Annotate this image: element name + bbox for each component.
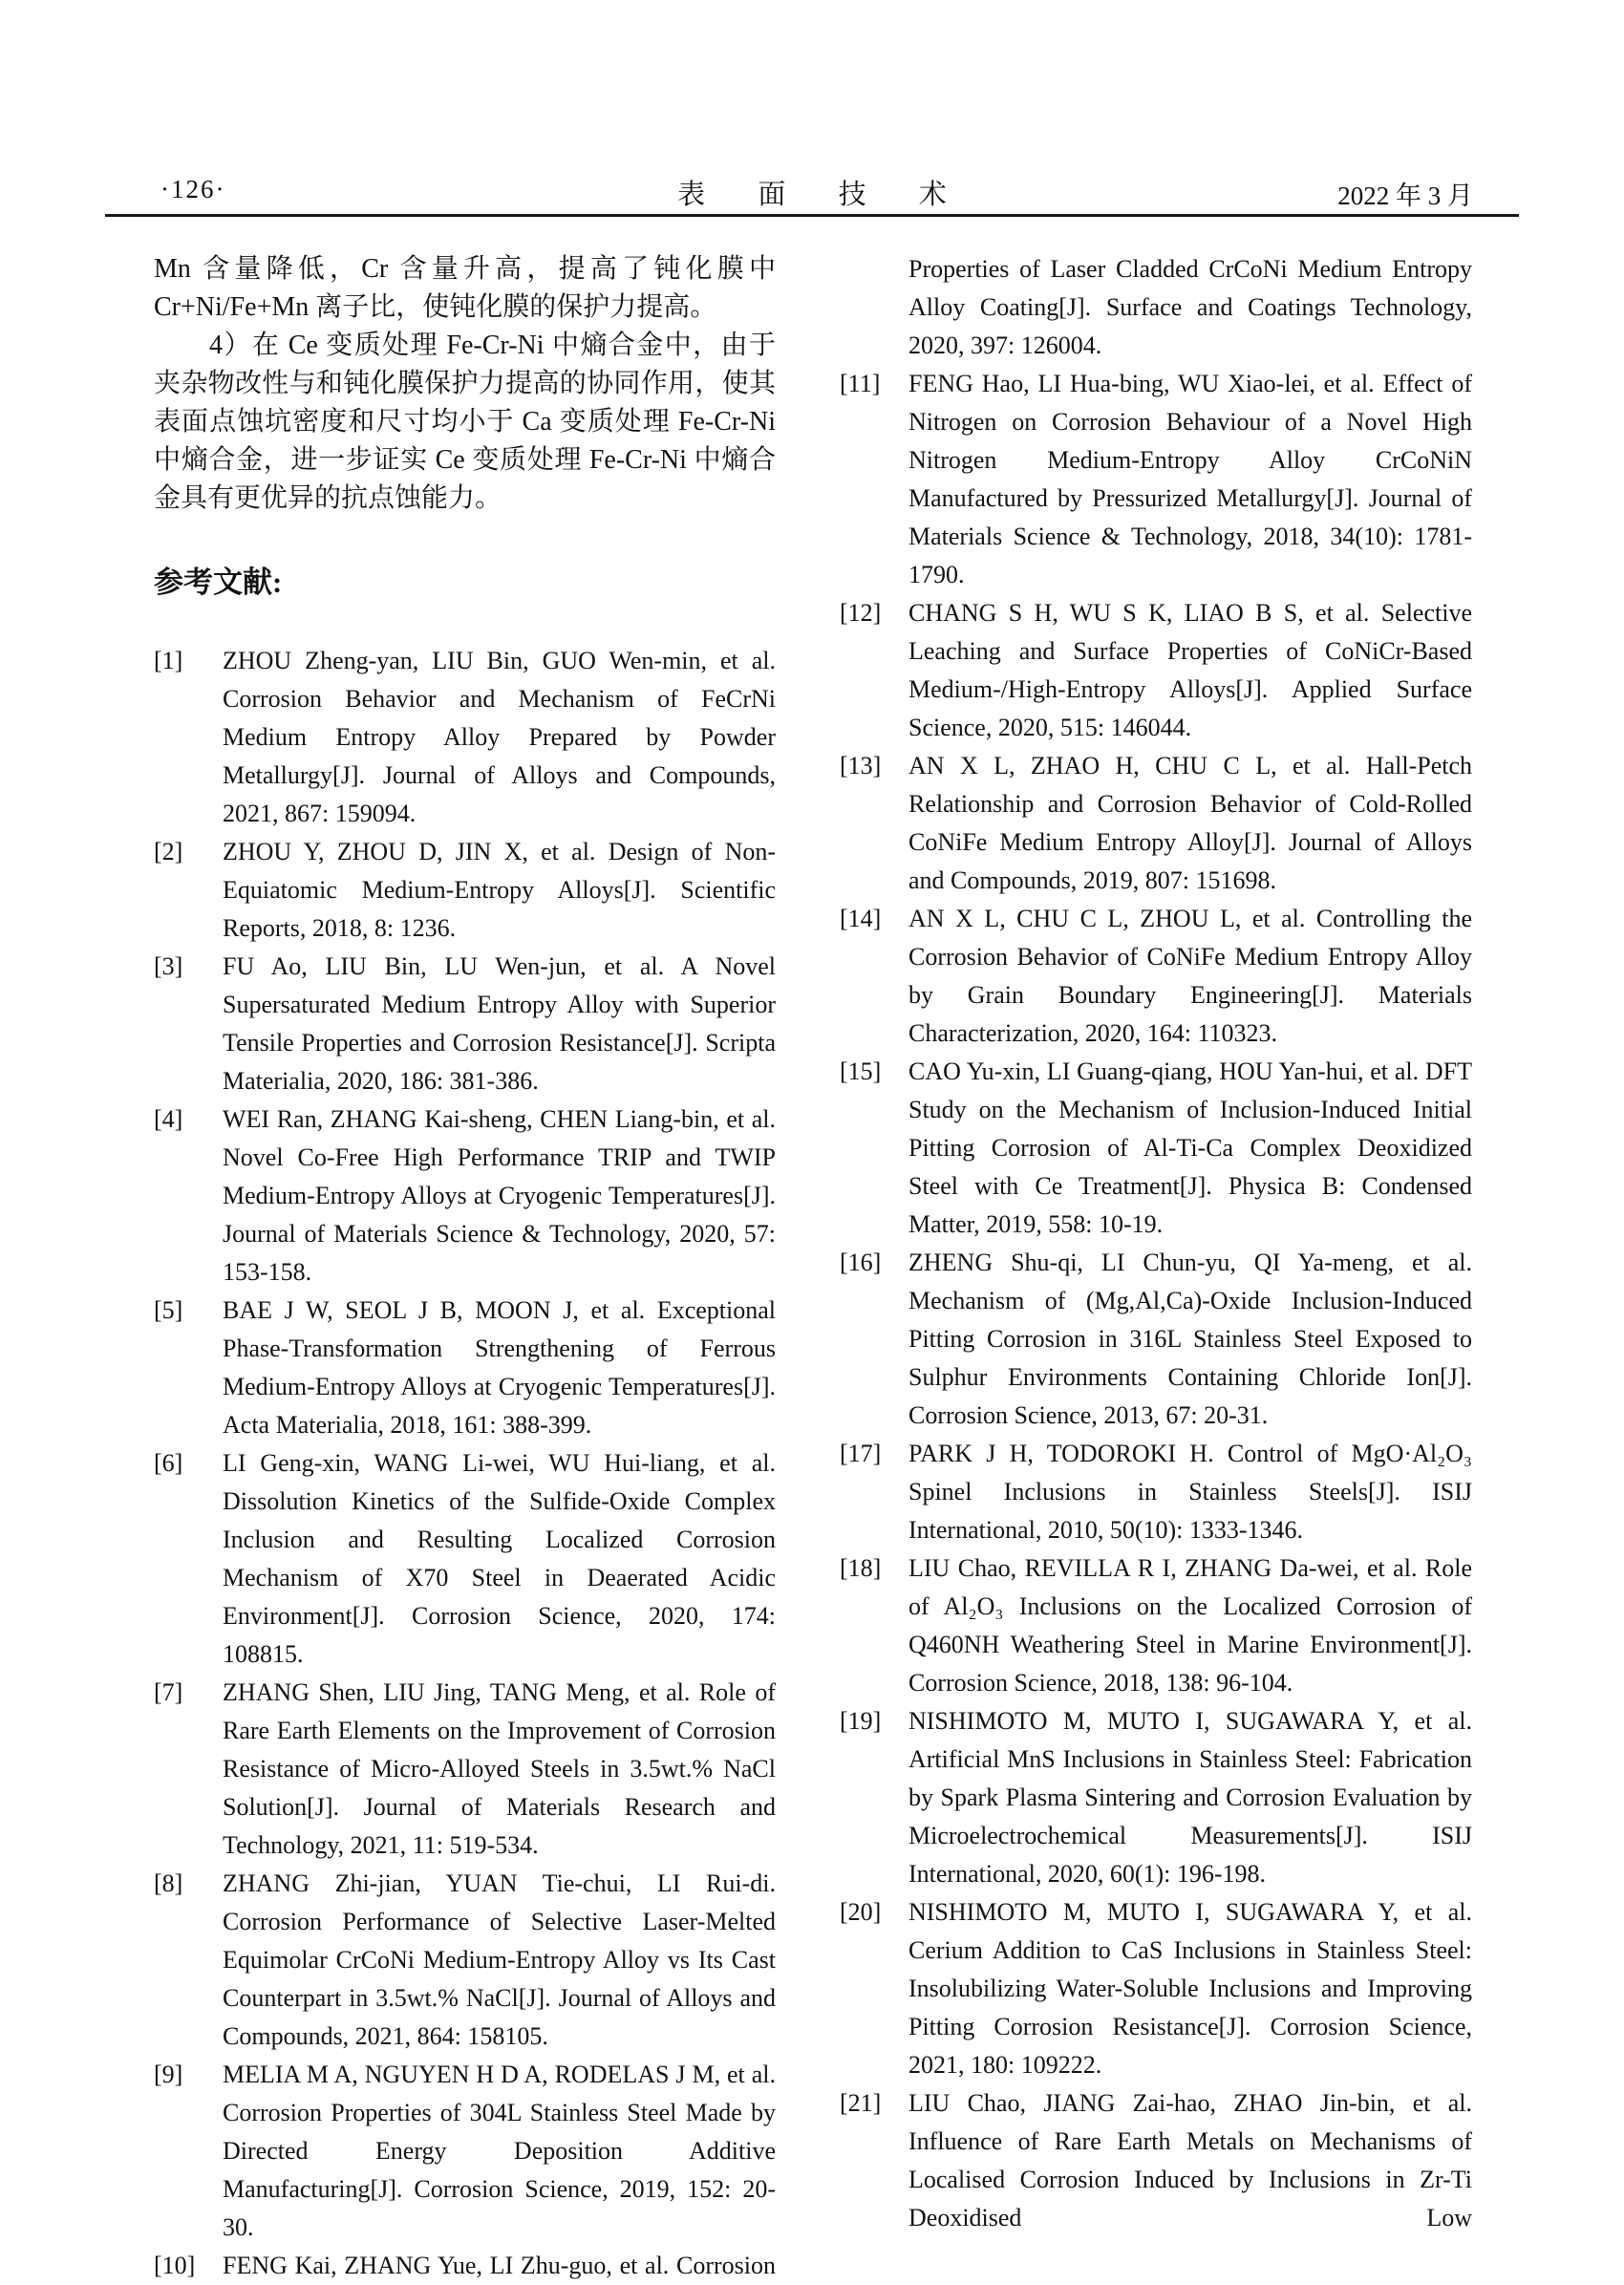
reference-number: [17]	[840, 1440, 882, 1467]
reference-text: ZHOU Zheng-yan, LIU Bin, GUO Wen-min, et al. Corrosion Behavior and Mechanism of FeCrNi Medium Entropy Alloy Prepared by Powder Metallurgy[J]. Journal of Alloys and Compounds, 2021, 867: 159094.	[223, 647, 776, 827]
reference-item	[154, 833, 776, 948]
reference-text: FU Ao, LIU Bin, LU Wen-jun, et al. A Novel Supersaturated Medium Entropy Alloy with Superior Tensile Properties and Corrosion Resistance[J]. Scripta Materialia, 2020, 186: 381-386.	[223, 952, 776, 1095]
page-number: ·126·	[160, 175, 226, 203]
reference-text: WEI Ran, ZHANG Kai-sheng, CHEN Liang-bin, et al. Novel Co-Free High Performance TRIP and TWIP Medium-Entropy Alloys at Cryogenic Temperatures[J]. Journal of Materials Science & Technology, 2020, 57: 153-158.	[223, 1105, 776, 1286]
journal-title: 表 面 技 术	[677, 180, 970, 210]
reference-item	[840, 1702, 1472, 1893]
reference-number: [7]	[154, 1678, 183, 1706]
issue-date: 2022 年 3 月	[1337, 182, 1473, 210]
reference-text: LI Geng-xin, WANG Li-wei, WU Hui-liang, et al. Dissolution Kinetics of the Sulfide-Oxide Complex Inclusion and Resulting Localized Corrosion Mechanism of X70 Steel in Deaerated Acidic Environment[J]. Corrosion Science, 2020, 174: 108815.	[223, 1449, 776, 1668]
reference-number: [3]	[154, 952, 183, 980]
reference-item	[840, 2084, 1472, 2237]
reference-number: [2]	[154, 838, 183, 865]
reference-text: LIU Chao, JIANG Zai-hao, ZHAO Jin-bin, et al. Influence of Rare Earth Metals on Mechanisms of Localised Corrosion Induced by Inclusions in Zr-Ti Deoxidised Low	[908, 2089, 1472, 2232]
right-column	[840, 250, 1472, 2237]
reference-text: LIU Chao, REVILLA R I, ZHANG Da-wei, et al. Role of Al₂O₃ Inclusions on the Localized Corrosion of Q460NH Weathering Steel in Marine Environment[J]. Corrosion Science, 2018, 138: 96-104.	[908, 1554, 1472, 1697]
header-rule	[105, 214, 1519, 217]
reference-number: [19]	[840, 1707, 882, 1735]
reference-item	[840, 365, 1472, 594]
reference-item	[840, 1549, 1472, 1702]
reference-item	[840, 1435, 1472, 1549]
reference-text: ZHANG Zhi-jian, YUAN Tie-chui, LI Rui-di. Corrosion Performance of Selective Laser-Melted Equimolar CrCoNi Medium-Entropy Alloy vs Its Cast Counterpart in 3.5wt.% NaCl[J]. Journal of Alloys and Compounds, 2021, 864: 158105.	[223, 1869, 776, 2050]
reference-text: BAE J W, SEOL J B, MOON J, et al. Exceptional Phase-Transformation Strengthening of Ferrous Medium-Entropy Alloys at Cryogenic Temperatures[J]. Acta Materialia, 2018, 161: 388-399.	[223, 1296, 776, 1439]
reference-number: [14]	[840, 905, 882, 932]
reference-text: AN X L, ZHAO H, CHU C L, et al. Hall-Petch Relationship and Corrosion Behavior of Cold-Rolled CoNiFe Medium Entropy Alloy[J]. Journal of Alloys and Compounds, 2019, 807: 151698.	[908, 752, 1472, 894]
reference-text: FENG Hao, LI Hua-bing, WU Xiao-lei, et al. Effect of Nitrogen on Corrosion Behaviour of a Novel High Nitrogen Medium-Entropy Alloy CrCoNiN Manufactured by Pressurized Metallurgy[J]. Journal of Materials Science & Technology, 2018, 34(10): 1781-1790.	[908, 370, 1472, 588]
reference-list-right	[840, 365, 1472, 2237]
reference-number: [10]	[154, 2252, 196, 2279]
reference-item	[154, 948, 776, 1100]
reference-text: CHANG S H, WU S K, LIAO B S, et al. Selective Leaching and Surface Properties of CoNiCr-Based Medium-/High-Entropy Alloys[J]. Applied Surface Science, 2020, 515: 146044.	[908, 599, 1472, 741]
reference-item	[840, 747, 1472, 900]
reference-text: Properties of Laser Cladded CrCoNi Medium Entropy Alloy Coating[J]. Surface and Coatings Technology, 2020, 397: 126004.	[908, 255, 1472, 359]
reference-number: [13]	[840, 752, 882, 779]
reference-item	[840, 1053, 1472, 1244]
reference-number: [15]	[840, 1057, 882, 1085]
reference-item	[154, 2056, 776, 2247]
intro-paragraph-1: Mn 含量降低，Cr 含量升高，提高了钝化膜中 Cr+Ni/Fe+Mn 离子比，使钝化膜的保护力提高。	[154, 254, 776, 322]
reference-text: FENG Kai, ZHANG Yue, LI Zhu-guo, et al. Corrosion	[223, 2252, 776, 2279]
reference-number: [8]	[154, 1869, 183, 1897]
reference-number: [18]	[840, 1554, 882, 1582]
reference-continuation	[840, 250, 1472, 365]
reference-text: ZHENG Shu-qi, LI Chun-yu, QI Ya-meng, et al. Mechanism of (Mg,Al,Ca)-Oxide Inclusion-Induced Pitting Corrosion in 316L Stainless Steel Exposed to Sulphur Environments Containing Chloride Ion[J]. Corrosion Science, 2013, 67: 20-31.	[908, 1249, 1472, 1429]
reference-number: [9]	[154, 2061, 183, 2088]
reference-item	[154, 1100, 776, 1292]
reference-item	[840, 1893, 1472, 2084]
reference-item	[154, 1674, 776, 1865]
reference-number: [6]	[154, 1449, 183, 1477]
reference-item	[840, 594, 1472, 747]
references-heading: 参考文献:	[154, 566, 283, 599]
running-head	[0, 175, 1624, 215]
left-column	[154, 250, 776, 2285]
reference-text: NISHIMOTO M, MUTO I, SUGAWARA Y, et al. Artificial MnS Inclusions in Stainless Steel: Fabrication by Spark Plasma Sintering and Corrosion Evaluation by Microelectrochemical Measurements[J]. ISIJ International, 2020, 60(1): 196-198.	[908, 1707, 1472, 1888]
reference-item	[154, 1865, 776, 2056]
reference-item	[154, 1444, 776, 1674]
reference-number: [4]	[154, 1105, 183, 1133]
reference-item	[840, 900, 1472, 1053]
reference-number: [11]	[840, 370, 881, 397]
reference-number: [5]	[154, 1296, 183, 1324]
reference-list-left	[154, 642, 776, 2285]
reference-text: CAO Yu-xin, LI Guang-qiang, HOU Yan-hui, et al. DFT Study on the Mechanism of Inclusion-Induced Initial Pitting Corrosion of Al-Ti-Ca Complex Deoxidized Steel with Ce Treatment[J]. Physica B: Condensed Matter, 2019, 558: 10-19.	[908, 1057, 1472, 1238]
reference-number: [12]	[840, 599, 882, 627]
reference-number: [1]	[154, 647, 183, 674]
reference-number: [20]	[840, 1898, 882, 1926]
reference-text: NISHIMOTO M, MUTO I, SUGAWARA Y, et al. Cerium Addition to CaS Inclusions in Stainless Steel: Insolubilizing Water-Soluble Inclusions and Improving Pitting Corrosion Resistance[J]. Corrosion Science, 2021, 180: 109222.	[908, 1898, 1472, 2079]
reference-item	[154, 2247, 776, 2285]
reference-text: AN X L, CHU C L, ZHOU L, et al. Controlling the Corrosion Behavior of CoNiFe Medium Entropy Alloy by Grain Boundary Engineering[J]. Materials Characterization, 2020, 164: 110323.	[908, 905, 1472, 1047]
reference-text: ZHOU Y, ZHOU D, JIN X, et al. Design of Non-Equiatomic Medium-Entropy Alloys[J]. Scientific Reports, 2018, 8: 1236.	[223, 838, 776, 942]
reference-item	[154, 642, 776, 833]
reference-number: [16]	[840, 1249, 882, 1276]
reference-text: ZHANG Shen, LIU Jing, TANG Meng, et al. Role of Rare Earth Elements on the Improvement of Corrosion Resistance of Micro-Alloyed Steels in 3.5wt.% NaCl Solution[J]. Journal of Materials Research and Technology, 2021, 11: 519-534.	[223, 1678, 776, 1859]
reference-item	[840, 1244, 1472, 1435]
reference-item	[154, 1292, 776, 1444]
reference-text: PARK J H, TODOROKI H. Control of MgO·Al₂O₃ Spinel Inclusions in Stainless Steels[J]. ISIJ International, 2010, 50(10): 1333-1346.	[908, 1440, 1472, 1544]
reference-text: MELIA M A, NGUYEN H D A, RODELAS J M, et al. Corrosion Properties of 304L Stainless Steel Made by Directed Energy Deposition Additive Manufacturing[J]. Corrosion Science, 2019, 152: 20-30.	[223, 2061, 776, 2241]
reference-number: [21]	[840, 2089, 882, 2117]
intro-paragraph-2: 4）在 Ce 变质处理 Fe-Cr-Ni 中熵合金中，由于夹杂物改性与和钝化膜保护力提高的协同作用，使其表面点蚀坑密度和尺寸均小于 Ca 变质处理 Fe-Cr-Ni 中熵合金，进一步证实 Ce 变质处理 Fe-Cr-Ni 中熵合金具有更优异的抗点蚀能力。	[154, 331, 776, 513]
